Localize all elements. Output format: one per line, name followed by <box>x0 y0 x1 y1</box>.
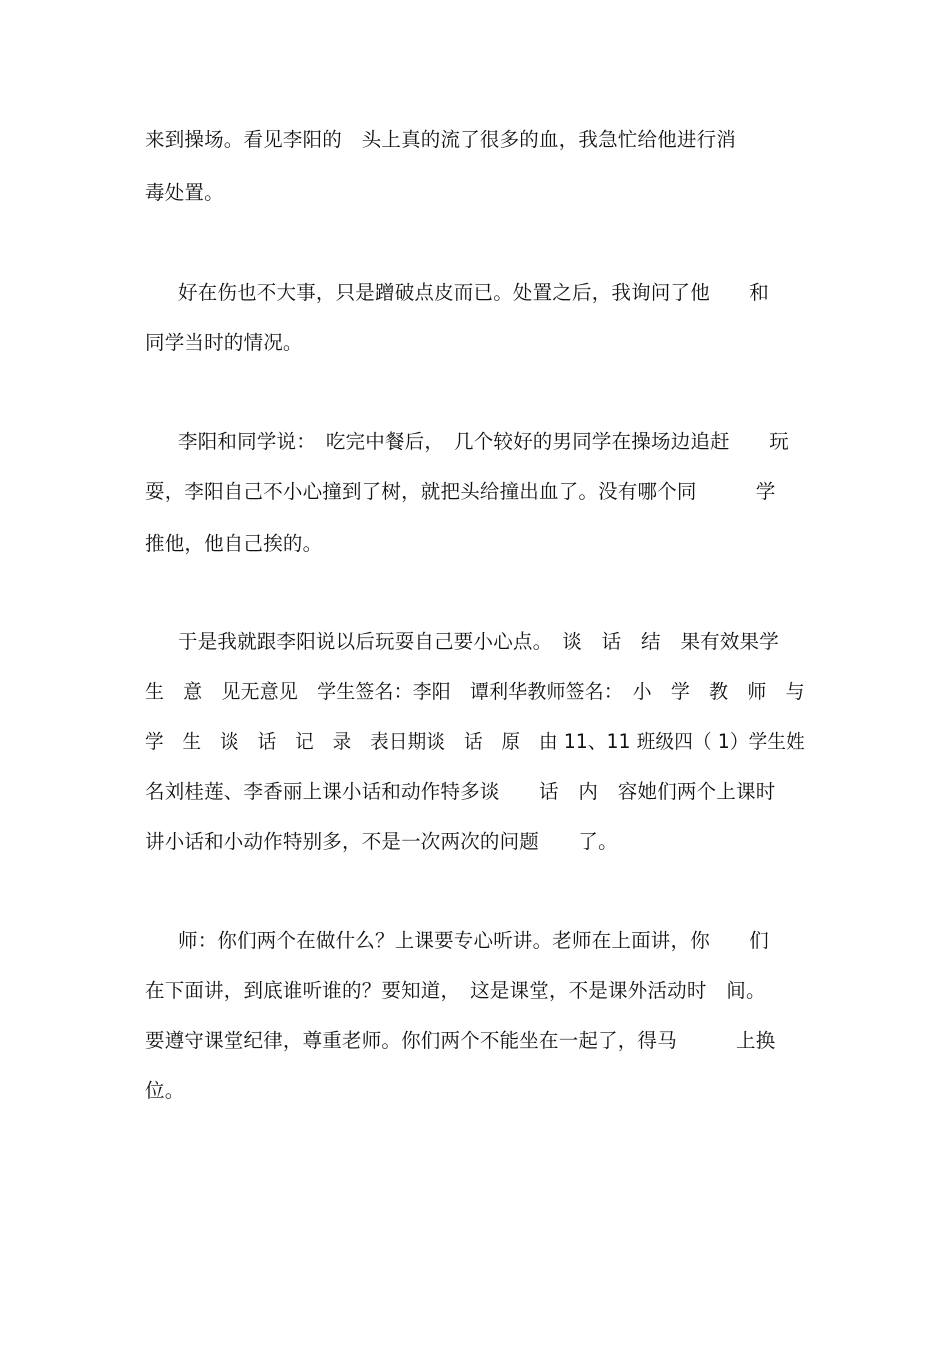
paragraph-4-line-1: 于是我就跟李阳说以后玩耍自己要小心点。 谈 话 结 果有效果学 <box>178 630 779 653</box>
paragraph-4-line-4: 名刘桂莲、李香丽上课小话和动作特多谈 话 内 容她们两个上课时 <box>145 780 776 803</box>
paragraph-2-line-2: 同学当时的情况。 <box>145 331 303 354</box>
paragraph-3-line-2: 耍，李阳自己不小心撞到了树，就把头给撞出血了。没有哪个同 学 <box>145 480 776 503</box>
paragraph-3-line-3: 推他，他自己挨的。 <box>145 532 323 555</box>
paragraph-4-line-3: 学 生 谈 话 记 录 表日期谈 话 原 由 11、11 班级四（ 1）学生姓 <box>145 730 805 753</box>
paragraph-5-line-3: 要遵守课堂纪律，尊重老师。你们两个不能坐在一起了，得马 上换 <box>145 1029 776 1052</box>
paragraph-3-line-1: 李阳和同学说： 吃完中餐后， 几个较好的男同学在操场边追赶 玩 <box>178 430 789 453</box>
paragraph-4-line-2: 生 意 见无意见 学生签名：李阳 谭利华教师签名： 小 学 教 师 与 <box>145 680 805 703</box>
paragraph-5-line-1: 师：你们两个在做什么？上课要专心听讲。老师在上面讲，你 们 <box>178 929 770 952</box>
paragraph-5-line-2: 在下面讲，到底谁听谁的？要知道， 这是课堂，不是课外活动时 间。 <box>145 979 766 1002</box>
paragraph-1-line-2: 毒处置。 <box>145 181 224 204</box>
paragraph-5-line-4: 位。 <box>145 1079 185 1102</box>
paragraph-4-line-5: 讲小话和小动作特别多，不是一次两次的问题 了。 <box>145 830 618 853</box>
paragraph-2-line-1: 好在伤也不大事，只是蹭破点皮而已。处置之后，我询问了他 和 <box>178 281 770 304</box>
paragraph-1-line-1: 来到操场。看见李阳的 头上真的流了很多的血，我急忙给他进行消 <box>145 128 737 151</box>
